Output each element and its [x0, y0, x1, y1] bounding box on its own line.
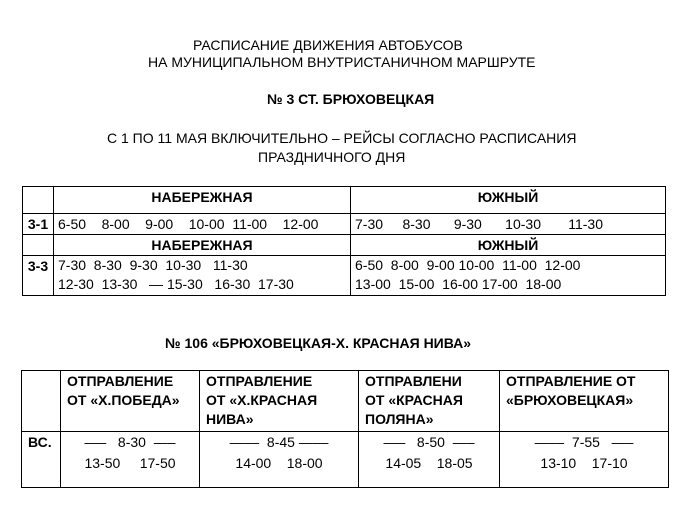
header-from-bryukhovetskaya-line-1: ОТПРАВЛЕНИЕ ОТ [506, 373, 636, 389]
times-3-3-naberezhnaya [54, 256, 351, 296]
empty-code-cell [23, 235, 54, 256]
times-3-3-yuzhny-line-1: 6-50 8-00 9-00 10-00 11-00 12-00 [355, 257, 581, 273]
route-code-3-1: 3-1 [23, 214, 54, 235]
header-from-krasnaya-polyana-line-3: ПОЛЯНА» [365, 411, 434, 427]
holiday-note-line-1: С 1 ПО 11 МАЯ ВКЛЮЧИТЕЛЬНО – РЕЙСЫ СОГЛАСНО РАСПИСАНИЯ [107, 130, 577, 146]
header-from-krasnaya-niva-line-1: ОТПРАВЛЕНИЕ [206, 373, 313, 389]
times-3-1-naberezhnaya: 6-50 8-00 9-00 10-00 11-00 12-00 [54, 214, 351, 235]
header-naberezhnaya-2: НАБЕРЕЖНАЯ [54, 235, 351, 256]
header-naberezhnaya: НАБЕРЕЖНАЯ [54, 187, 351, 214]
times-3-3-yuzhny-line-2: 13-00 15-00 16-00 17-00 18-00 [355, 276, 562, 292]
times-from-pobeda-line-1: —– 8-30 —– [84, 434, 176, 450]
header-from-krasnaya-polyana-line-1: ОТПРАВЛЕНИ [365, 373, 462, 389]
header-from-bryukhovetskaya-line-2: «БРЮХОВЕЦКАЯ» [506, 392, 634, 408]
route-106-schedule-table [21, 370, 669, 488]
times-from-krasnaya-polyana [359, 432, 500, 488]
times-from-bryukhovetskaya-line-2: 13-10 17-10 [540, 455, 628, 471]
header-yuzhny: ЮЖНЫЙ [351, 187, 666, 214]
times-from-bryukhovetskaya [500, 432, 669, 488]
header-yuzhny-2: ЮЖНЫЙ [351, 235, 666, 256]
times-from-bryukhovetskaya-line-1: —–– 7-55 —– [534, 434, 634, 450]
times-3-1-yuzhny: 7-30 8-30 9-30 10-30 11-30 [351, 214, 666, 235]
times-3-3-yuzhny [351, 256, 666, 296]
empty-corner-cell [23, 187, 54, 214]
row-label-sunday: ВС. [22, 432, 61, 488]
times-3-3-naberezhnaya-line-2: 12-30 13-30 — 15-30 16-30 17-30 [58, 276, 294, 292]
header-from-pobeda-line-1: ОТПРАВЛЕНИЕ [67, 373, 174, 389]
times-from-krasnaya-niva-line-1: —–– 8-45 —–– [229, 434, 329, 450]
header-from-bryukhovetskaya [500, 371, 669, 432]
header-from-pobeda-line-2: ОТ «Х.ПОБЕДА» [67, 392, 180, 408]
header-from-krasnaya-niva [200, 371, 359, 432]
header-from-pobeda [61, 371, 200, 432]
header-from-krasnaya-niva-line-2: ОТ «Х.КРАСНАЯ [206, 392, 318, 408]
header-from-krasnaya-niva-line-3: НИВА» [206, 411, 254, 427]
times-from-pobeda-line-2: 13-50 17-50 [84, 455, 176, 471]
title-line-1: РАСПИСАНИЕ ДВИЖЕНИЯ АВТОБУСОВ [193, 37, 463, 53]
route-3-title: № 3 СТ. БРЮХОВЕЦКАЯ [267, 91, 435, 107]
times-from-krasnaya-niva-line-2: 14-00 18-00 [235, 455, 323, 471]
header-from-krasnaya-polyana-line-2: ОТ «КРАСНАЯ [365, 392, 463, 408]
times-from-krasnaya-niva [200, 432, 359, 488]
holiday-note-line-2: ПРАЗДНИЧНОГО ДНЯ [258, 149, 406, 165]
empty-corner-cell [22, 371, 61, 432]
times-from-krasnaya-polyana-line-2: 14-05 18-05 [385, 455, 473, 471]
route-106-title: № 106 «БРЮХОВЕЦКАЯ-Х. КРАСНАЯ НИВА» [165, 335, 472, 351]
header-from-krasnaya-polyana [359, 371, 500, 432]
times-from-pobeda [61, 432, 200, 488]
times-3-3-naberezhnaya-line-1: 7-30 8-30 9-30 10-30 11-30 [58, 257, 248, 273]
route-3-schedule-table [22, 186, 666, 296]
route-code-3-3: 3-3 [23, 256, 54, 296]
title-line-2: НА МУНИЦИПАЛЬНОМ ВНУТРИСТАНИЧНОМ МАРШРУТЕ [148, 54, 536, 70]
times-from-krasnaya-polyana-line-1: —– 8-50 —– [383, 434, 475, 450]
